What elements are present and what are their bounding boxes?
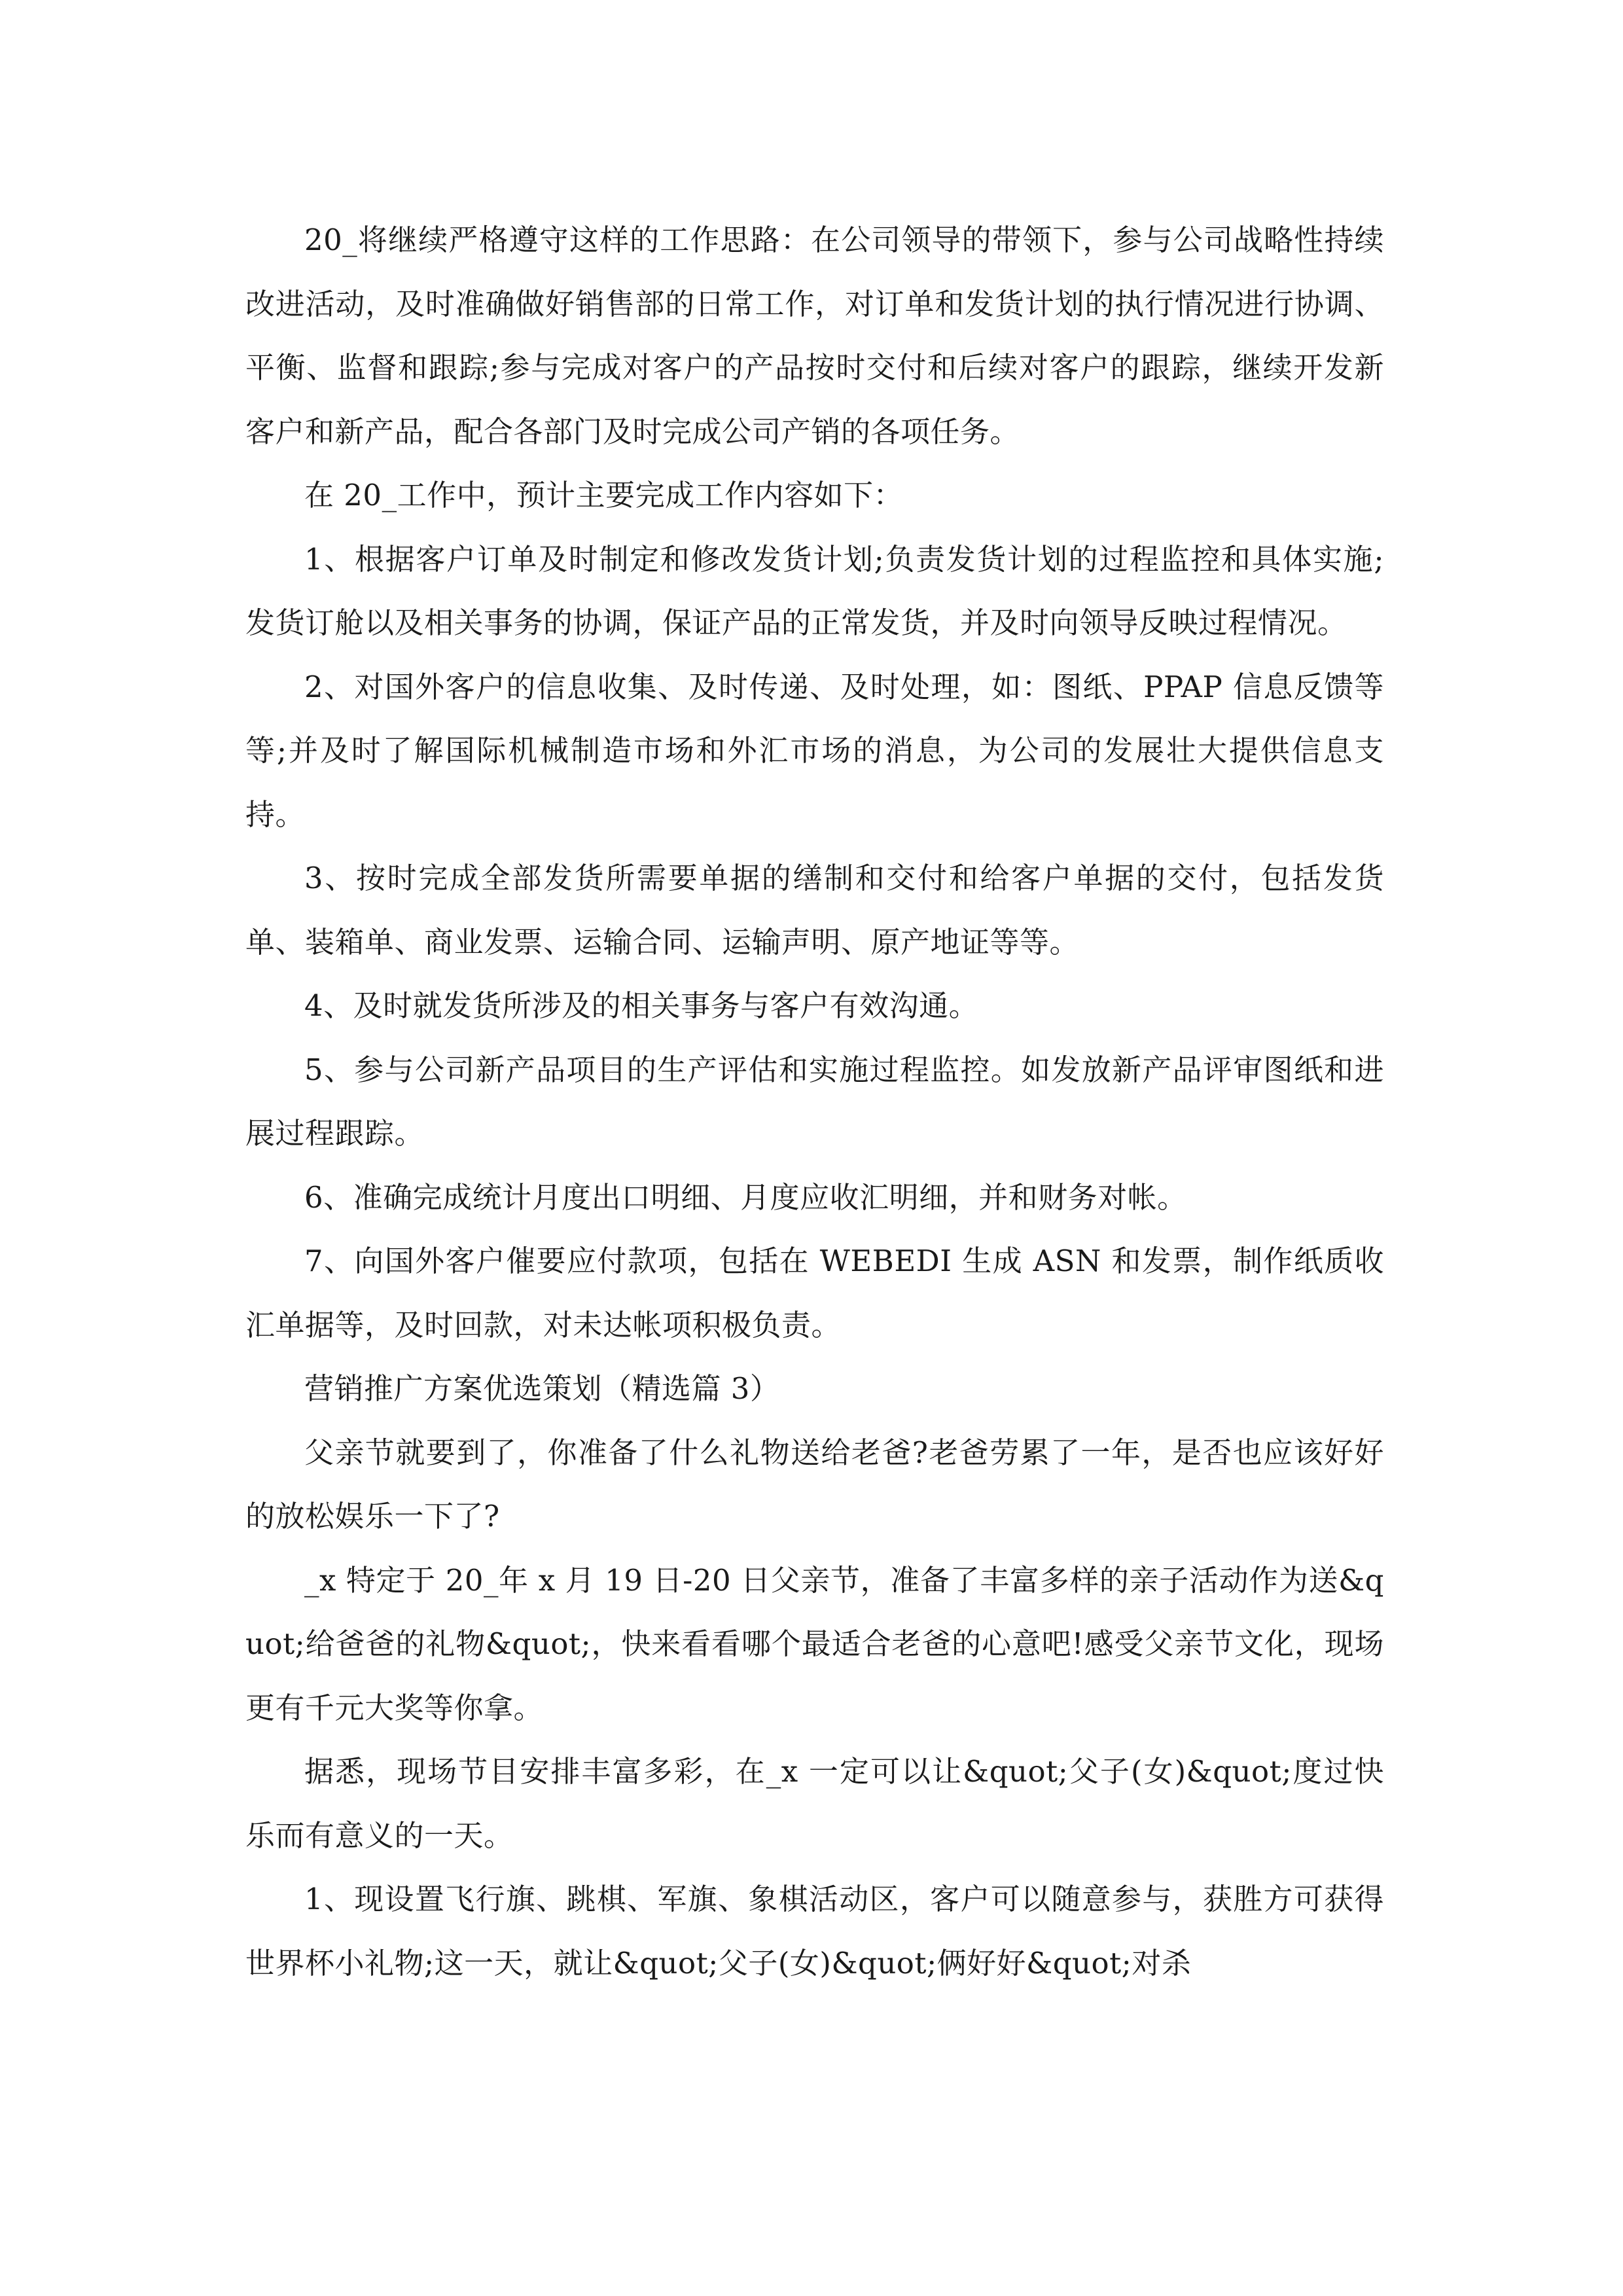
list-item-5-new-product: 5、参与公司新产品项目的生产评估和实施过程监控。如发放新产品评审图纸和进展过程跟踪。 [245,1052,1384,1151]
paragraph-event-announcement: _x 特定于 20_年 x 月 19 日-20 日父亲节，准备了丰富多样的亲子活动作为送&quot;给爸爸的礼物&quot;，快来看看哪个最适合老爸的心意吧!感受父亲节文化，现场更有千元大奖等你拿。 [245,1562,1384,1725]
paragraph-work-plan-intro: 在 20_工作中，预计主要完成工作内容如下： [304,478,904,512]
list-item-4-communication: 4、及时就发货所涉及的相关事务与客户有效沟通。 [304,988,979,1023]
paragraph-program-summary: 据悉，现场节目安排丰富多彩，在_x 一定可以让&quot;父子(女)&quot;度过快乐而有意义的一天。 [245,1754,1384,1853]
list-item-1-activity-area: 1、现设置飞行旗、跳棋、军旗、象棋活动区，客户可以随意参与，获胜方可获得世界杯小礼物;这一天，就让&quot;父子(女)&quot;俩好好&quot;对杀 [245,1882,1384,1981]
list-item-3-shipping-documents: 3、按时完成全部发货所需要单据的缮制和交付和给客户单据的交付，包括发货单、装箱单、商业发票、运输合同、运输声明、原产地证等等。 [245,861,1384,960]
document-page [245,208,1384,1995]
paragraph-work-approach: 20_将继续严格遵守这样的工作思路：在公司领导的带领下，参与公司战略性持续改进活动，及时准确做好销售部的日常工作，对订单和发货计划的执行情况进行协调、平衡、监督和跟踪;参与完成对客户的产品按时交付和后续对客户的跟踪，继续开发新客户和新产品，配合各部门及时完成公司产销的各项任务。 [245,223,1384,449]
list-item-1-shipping-plan: 1、根据客户订单及时制定和修改发货计划;负责发货计划的过程监控和具体实施;发货订舱以及相关事务的协调，保证产品的正常发货，并及时向领导反映过程情况。 [245,541,1384,640]
section-heading: 营销推广方案优选策划（精选篇 3） [304,1371,780,1406]
list-item-6-statistics: 6、准确完成统计月度出口明细、月度应收汇明细，并和财务对帐。 [304,1179,1187,1215]
list-item-7-collections: 7、向国外客户催要应付款项，包括在 WEBEDI 生成 ASN 和发票，制作纸质收汇单据等，及时回款，对未达帐项积极负责。 [245,1244,1384,1342]
list-item-2-customer-info: 2、对国外客户的信息收集、及时传递、及时处理，如：图纸、PPAP 信息反馈等等;并及时了解国际机械制造市场和外汇市场的消息，为公司的发展壮大提供信息支持。 [245,669,1384,832]
paragraph-fathers-day-intro: 父亲节就要到了，你准备了什么礼物送给老爸?老爸劳累了一年，是否也应该好好的放松娱乐一下了? [245,1435,1384,1534]
